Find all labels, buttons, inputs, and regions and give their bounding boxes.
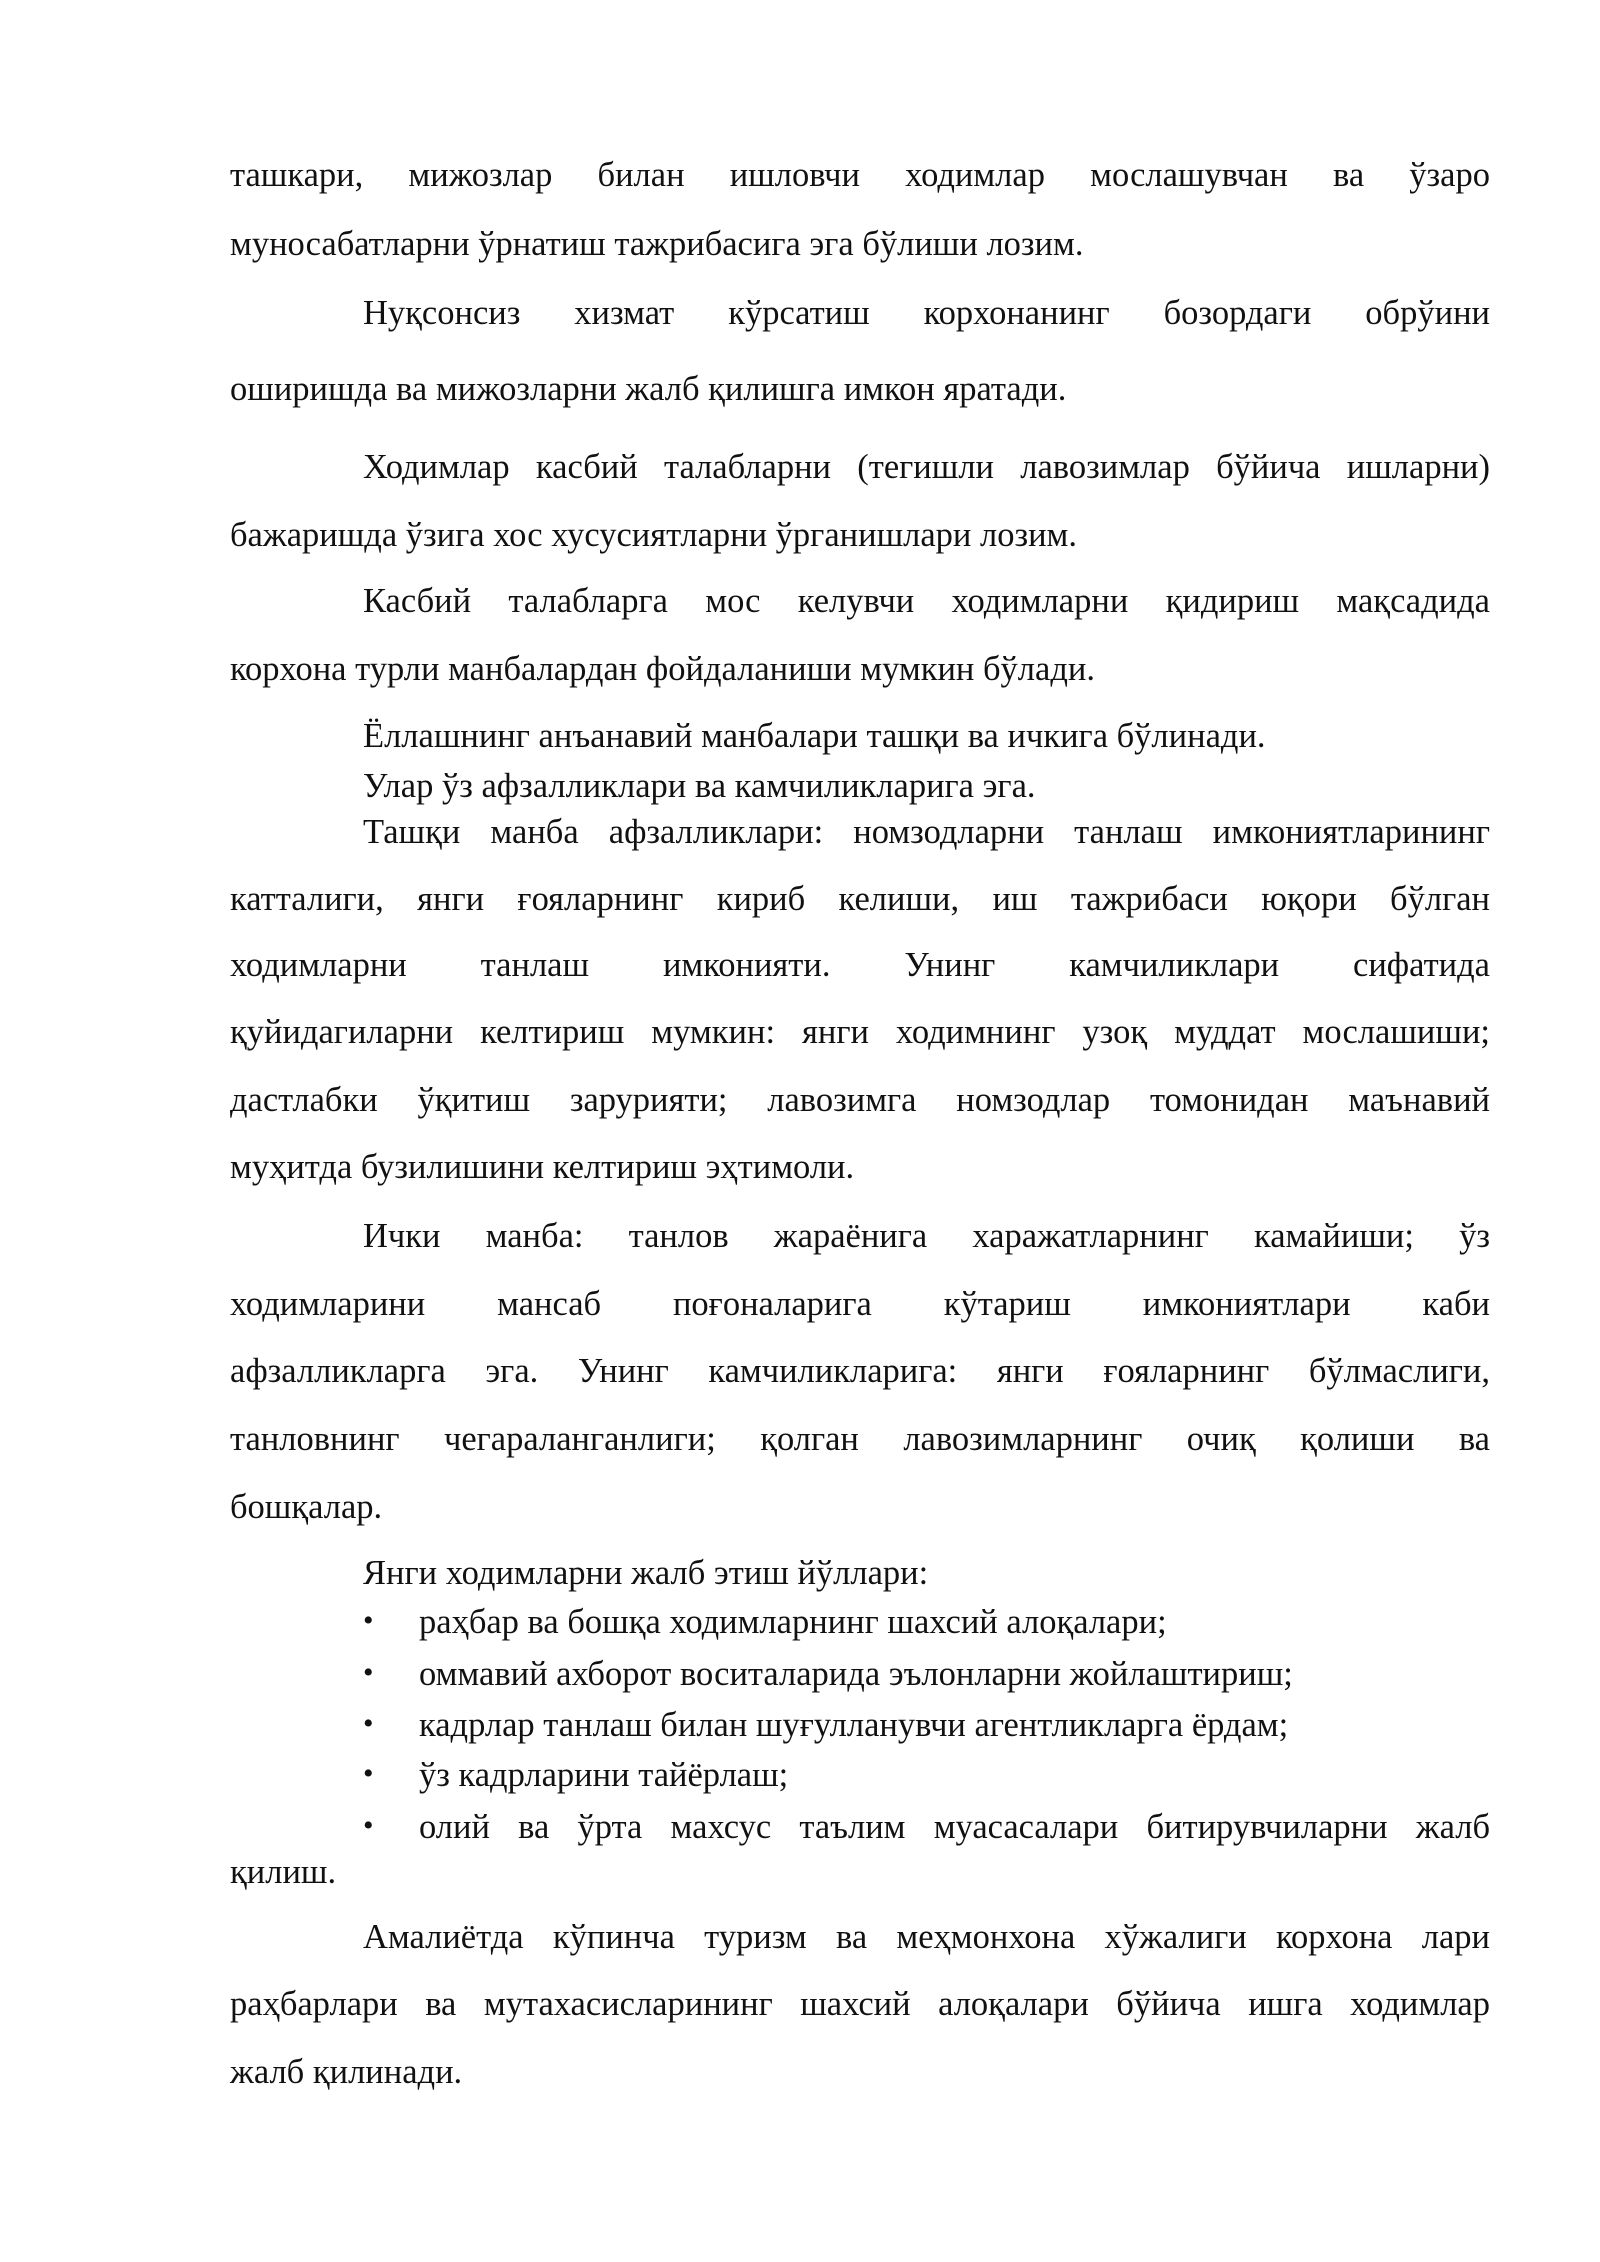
bullet-item: оммавий ахборот воситаларида эълонларни жойлаштириш; (419, 1655, 1293, 1693)
paragraph-line: ходимларини мансаб поғоналарига кўтариш имкониятлари каби (230, 1285, 1490, 1323)
bullet-item: олий ва ўрта махсус таълим муасасалари битирувчиларни жалб (419, 1808, 1490, 1846)
paragraph-line: бошқалар. (230, 1488, 383, 1526)
paragraph-line: муҳитда бузилишини келтириш эҳтимоли. (230, 1148, 855, 1186)
paragraph-line: ходимларни танлаш имконияти. Унинг камчиликлари сифатида (230, 946, 1490, 984)
paragraph-line: танловнинг чегараланганлиги; қолган лавозимларнинг очиқ қолиши ва (230, 1420, 1490, 1458)
paragraph-line: Ташқи манба афзалликлари: номзодларни танлаш имкониятларининг (363, 813, 1490, 851)
bullet-marker: • (363, 1757, 374, 1790)
bullet-marker: • (363, 1809, 374, 1842)
bullet-marker: • (363, 1604, 374, 1637)
paragraph-line: дастлабки ўқитиш зарурияти; лавозимга номзодлар томонидан маънавий (230, 1081, 1490, 1119)
paragraph-line: муносабатларни ўрнатиш тажрибасига эга бўлиши лозим. (230, 225, 1084, 263)
paragraph-line: қуйидагиларни келтириш мумкин: янги ходимнинг узоқ муддат мослашиши; (230, 1013, 1490, 1051)
bullet-item: ўз кадрларини тайёрлаш; (419, 1756, 789, 1794)
bullet-item: кадрлар танлаш билан шуғулланувчи агентликларга ёрдам; (419, 1706, 1289, 1744)
paragraph-line: жалб қилинади. (230, 2053, 463, 2091)
bullet-continuation: қилиш. (230, 1853, 337, 1891)
bullet-marker: • (363, 1707, 374, 1740)
paragraph-line: Ички манба: танлов жараёнига харажатларнинг камайиши; ўз (363, 1217, 1490, 1255)
paragraph-line: Ходимлар касбий талабларни (тегишли лавозимлар бўйича ишларни) (363, 448, 1490, 486)
paragraph-line: афзалликларга эга. Унинг камчиликларига: янги ғояларнинг бўлмаслиги, (230, 1352, 1490, 1390)
bullet-item: раҳбар ва бошқа ходимларнинг шахсий алоқалари; (419, 1603, 1167, 1641)
paragraph-line: Янги ходимларни жалб этиш йўллари: (363, 1554, 929, 1592)
paragraph-line: Нуқсонсиз хизмат кўрсатиш корхонанинг бозордаги обрўини (363, 294, 1490, 332)
paragraph-line: раҳбарлари ва мутахасисларининг шахсий алоқалари бўйича ишга ходимлар (230, 1985, 1490, 2023)
paragraph-line: бажаришда ўзига хос хусусиятларни ўрганишлари лозим. (230, 516, 1078, 554)
paragraph-line: оширишда ва мижозларни жалб қилишга имкон яратади. (230, 370, 1067, 408)
paragraph-line: Ёллашнинг анъанавий манбалари ташқи ва ичкига бўлинади. (363, 717, 1266, 755)
paragraph-line: катталиги, янги ғояларнинг кириб келиши, иш тажрибаси юқори бўлган (230, 880, 1490, 918)
paragraph-line: Улар ўз афзалликлари ва камчиликларига эга. (363, 767, 1036, 805)
paragraph-line: Амалиётда кўпинча туризм ва меҳмонхона хўжалиги корхона лари (363, 1918, 1490, 1956)
paragraph-line: корхона турли манбалардан фойдаланиши мумкин бўлади. (230, 650, 1095, 688)
paragraph-line: Касбий талабларга мос келувчи ходимларни қидириш мақсадида (363, 582, 1490, 620)
paragraph-line: ташкари, мижозлар билан ишловчи ходимлар мослашувчан ва ўзаро (230, 156, 1490, 194)
bullet-marker: • (363, 1656, 374, 1689)
